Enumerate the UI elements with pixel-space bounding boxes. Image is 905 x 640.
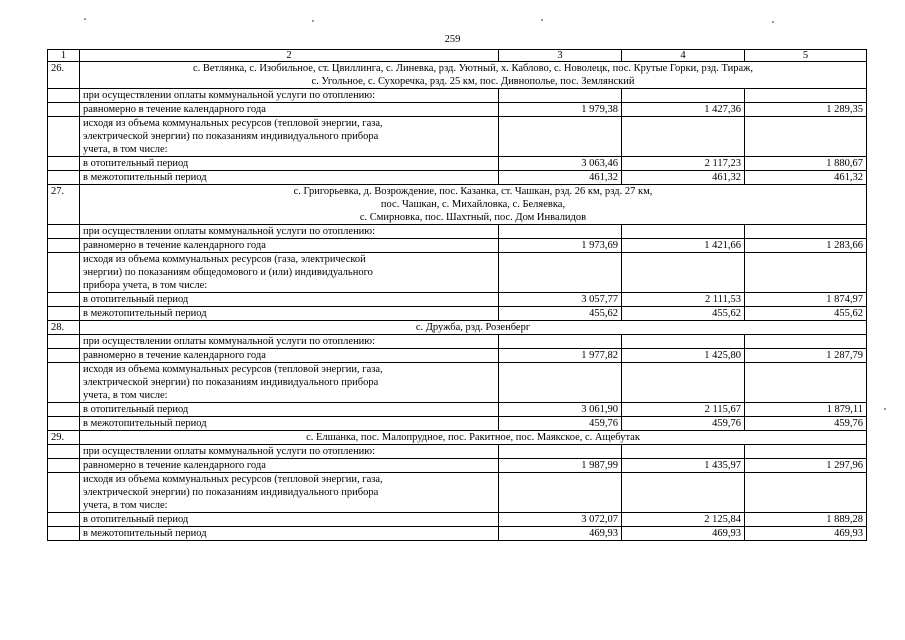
value-col-3: 3 061,90 [499,403,622,417]
empty-number-cell [48,307,80,321]
row-label [80,403,499,417]
row-label-line: при осуществлении оплаты коммунальной услуги по отоплению: [83,226,376,237]
row-label [80,171,499,185]
value-col-3 [499,253,622,293]
scan-speck [312,20,314,22]
row-label [80,307,499,321]
value-col-4: 2 125,84 [622,513,745,527]
empty-number-cell [48,363,80,403]
value-col-5: 1 874,97 [745,293,867,307]
value-col-5: 1 297,96 [745,459,867,473]
location-line: пос. Чашкан, с. Михайловка, с. Беляевка, [380,199,566,210]
value-col-4 [622,225,745,239]
section-number: 29. [48,431,80,445]
value-col-5: 1 287,79 [745,349,867,363]
row-label-line: прибора учета, в том числе: [83,280,208,291]
empty-number-cell [48,89,80,103]
header-cell: 3 [499,50,622,62]
value-col-3: 1 973,69 [499,239,622,253]
value-col-3 [499,225,622,239]
row-label-line: в межотопительный период [83,418,207,429]
value-col-3: 461,32 [499,171,622,185]
row-label-line: электрической энергии) по показаниям индивидуального прибора [83,487,379,498]
location-line: с. Угольное, с. Сухоречка, рзд. 25 км, пос. Дивнополье, пос. Землянский [311,76,635,87]
tariff-table-body [48,50,867,541]
empty-number-cell [48,171,80,185]
table-row [48,171,867,185]
scan-speck [541,19,543,21]
value-col-5 [745,335,867,349]
row-label [80,473,499,513]
row-label [80,335,499,349]
value-col-5: 1 879,11 [745,403,867,417]
row-label [80,513,499,527]
value-col-5 [745,363,867,403]
row-label-line: электрической энергии) по показаниям индивидуального прибора [83,377,379,388]
section-header-row [48,431,867,445]
scan-speck [84,18,86,20]
value-col-5 [745,225,867,239]
table-row [48,363,867,403]
value-col-3 [499,445,622,459]
value-col-5: 469,93 [745,527,867,541]
row-label [80,363,499,403]
location-line: с. Смирновка, пос. Шахтный, пос. Дом Инвалидов [359,212,587,223]
section-header-row [48,185,867,225]
row-label-line: исходя из объема коммунальных ресурсов (тепловой энергии, газа, [83,118,383,129]
row-label-line: учета, в том числе: [83,500,168,511]
value-col-4: 459,76 [622,417,745,431]
row-label-line: равномерно в течение календарного года [83,350,266,361]
row-label-line: в отопительный период [83,294,189,305]
value-col-3: 455,62 [499,307,622,321]
row-label-line: при осуществлении оплаты коммунальной услуги по отоплению: [83,90,376,101]
value-col-3 [499,117,622,157]
value-col-3 [499,335,622,349]
value-col-4: 1 421,66 [622,239,745,253]
table-row [48,307,867,321]
table-row [48,445,867,459]
row-label-line: в межотопительный период [83,528,207,539]
row-label-line: учета, в том числе: [83,390,168,401]
empty-number-cell [48,253,80,293]
value-col-4 [622,117,745,157]
value-col-3 [499,363,622,403]
header-cell: 5 [745,50,867,62]
value-col-4 [622,473,745,513]
table-row [48,473,867,513]
value-col-3: 3 057,77 [499,293,622,307]
row-label-line: электрической энергии) по показаниям индивидуального прибора [83,131,379,142]
value-col-4: 2 111,53 [622,293,745,307]
table-row [48,403,867,417]
row-label-line: в межотопительный период [83,172,207,183]
section-header-row [48,321,867,335]
tariff-table [47,49,867,541]
value-col-3: 3 072,07 [499,513,622,527]
value-col-4: 461,32 [622,171,745,185]
row-label-line: в отопительный период [83,404,189,415]
page-number: 259 [444,34,461,45]
row-label-line: исходя из объема коммунальных ресурсов (газа, электрической [83,254,366,265]
table-row [48,527,867,541]
empty-number-cell [48,225,80,239]
table-row [48,89,867,103]
row-label-line: равномерно в течение календарного года [83,240,266,251]
row-label [80,117,499,157]
value-col-3: 1 987,99 [499,459,622,473]
row-label [80,157,499,171]
row-label [80,253,499,293]
table-row [48,293,867,307]
row-label-line: исходя из объема коммунальных ресурсов (тепловой энергии, газа, [83,364,383,375]
empty-number-cell [48,157,80,171]
row-label-line: учета, в том числе: [83,144,168,155]
row-label-line: при осуществлении оплаты коммунальной услуги по отоплению: [83,336,376,347]
value-col-4 [622,335,745,349]
row-label [80,459,499,473]
header-cell: 4 [622,50,745,62]
row-label [80,293,499,307]
table-row [48,335,867,349]
value-col-3: 1 977,82 [499,349,622,363]
value-col-5: 1 289,35 [745,103,867,117]
table-row [48,349,867,363]
empty-number-cell [48,513,80,527]
section-locations [80,185,867,225]
row-label-line: исходя из объема коммунальных ресурсов (тепловой энергии, газа, [83,474,383,485]
section-number: 27. [48,185,80,225]
scan-speck [772,21,774,23]
row-label-line: равномерно в течение календарного года [83,460,266,471]
header-cell: 2 [80,50,499,62]
empty-number-cell [48,117,80,157]
header-row [48,50,867,62]
empty-number-cell [48,527,80,541]
value-col-4: 1 425,80 [622,349,745,363]
empty-number-cell [48,403,80,417]
value-col-4: 455,62 [622,307,745,321]
empty-number-cell [48,445,80,459]
value-col-3 [499,473,622,513]
value-col-4 [622,253,745,293]
value-col-4 [622,89,745,103]
value-col-4 [622,363,745,403]
value-col-4 [622,445,745,459]
empty-number-cell [48,417,80,431]
value-col-3 [499,89,622,103]
value-col-3: 1 979,38 [499,103,622,117]
value-col-5: 1 283,66 [745,239,867,253]
section-number: 26. [48,62,80,89]
value-col-5 [745,473,867,513]
row-label-line: в отопительный период [83,158,189,169]
row-label [80,239,499,253]
empty-number-cell [48,349,80,363]
row-label [80,527,499,541]
table-row [48,253,867,293]
row-label [80,349,499,363]
table-row [48,417,867,431]
value-col-5 [745,89,867,103]
value-col-3: 3 063,46 [499,157,622,171]
row-label [80,225,499,239]
value-col-5: 1 889,28 [745,513,867,527]
row-label-line: при осуществлении оплаты коммунальной услуги по отоплению: [83,446,376,457]
value-col-5 [745,253,867,293]
value-col-5: 461,32 [745,171,867,185]
section-number: 28. [48,321,80,335]
row-label [80,103,499,117]
table-row [48,225,867,239]
empty-number-cell [48,459,80,473]
table-row [48,117,867,157]
table-row [48,513,867,527]
empty-number-cell [48,335,80,349]
table-row [48,157,867,171]
empty-number-cell [48,103,80,117]
table-row [48,103,867,117]
value-col-3: 459,76 [499,417,622,431]
location-line: с. Григорьевка, д. Возрождение, пос. Казанка, ст. Чашкан, рзд. 26 км, рзд. 27 км, [293,186,653,197]
row-label [80,445,499,459]
location-line: с. Ветлянка, с. Изобильное, ст. Цвиллинга, с. Линевка, рзд. Уютный, х. Каблово, с. Новолецк, пос. Крутые Горки, рзд. Тираж, [192,63,754,74]
section-locations [80,62,867,89]
empty-number-cell [48,473,80,513]
section-locations [80,431,867,445]
row-label [80,89,499,103]
value-col-4: 1 435,97 [622,459,745,473]
section-locations [80,321,867,335]
value-col-5: 455,62 [745,307,867,321]
table-row [48,239,867,253]
row-label-line: равномерно в течение календарного года [83,104,266,115]
value-col-4: 2 117,23 [622,157,745,171]
header-cell: 1 [48,50,80,62]
empty-number-cell [48,293,80,307]
value-col-5: 459,76 [745,417,867,431]
value-col-5 [745,117,867,157]
row-label-line: энергии) по показаниям общедомового и (или) индивидуального [83,267,373,278]
empty-number-cell [48,239,80,253]
value-col-4: 2 115,67 [622,403,745,417]
table-row [48,459,867,473]
value-col-3: 469,93 [499,527,622,541]
row-label-line: в отопительный период [83,514,189,525]
scan-speck [884,408,886,410]
row-label-line: в межотопительный период [83,308,207,319]
section-header-row [48,62,867,89]
value-col-4: 1 427,36 [622,103,745,117]
value-col-5 [745,445,867,459]
row-label [80,417,499,431]
location-line: с. Дружба, рзд. Розенберг [415,322,531,333]
value-col-4: 469,93 [622,527,745,541]
location-line: с. Елшанка, пос. Малопрудное, пос. Ракитное, пос. Маякское, с. Ащебутак [306,432,640,443]
value-col-5: 1 880,67 [745,157,867,171]
